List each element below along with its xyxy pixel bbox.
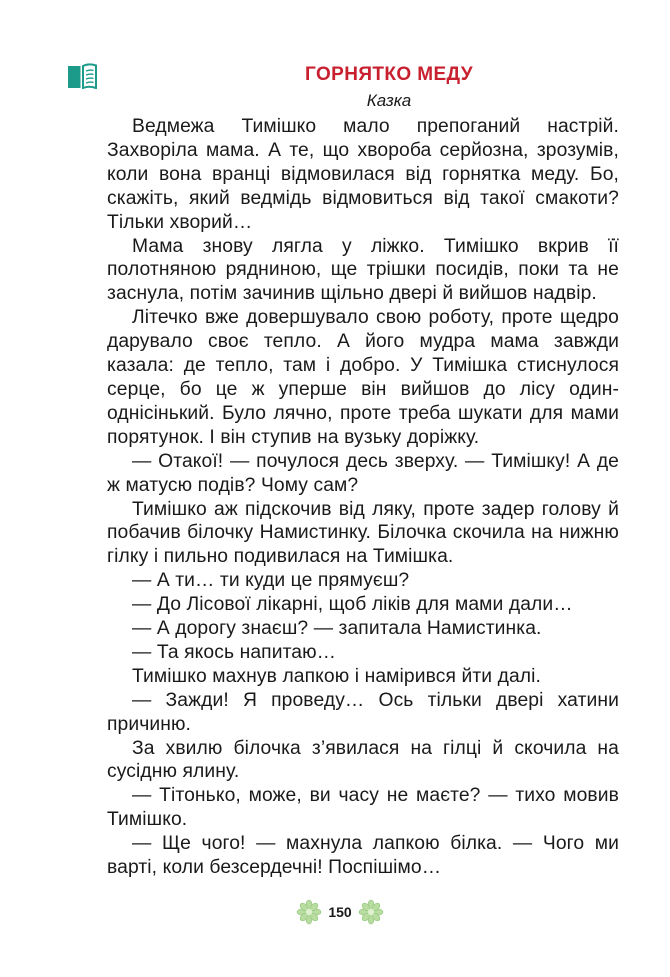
page-number: 150 [328, 904, 352, 920]
story-paragraph: — А ти… ти куди це прямуєш? [132, 570, 410, 592]
story-title: ГОРНЯТКО МЕДУ [305, 64, 473, 85]
story-paragraph: — До Лісової лікарні, щоб ліків для мами дали… [132, 594, 573, 616]
story-subtitle: Казка [366, 91, 412, 110]
story-paragraph: Тимішко махнув лапкою і намірився йти далі. [132, 665, 541, 687]
story-paragraph: — А дорогу знаєш? — запитала Намистинка. [132, 618, 542, 640]
story-paragraph: За хвилю білочка з’явилася на гілці й скочила на сусідню ялину. [107, 737, 619, 783]
story-paragraph: Ведмежа Тимішко мало препоганий настрій. Захворіла мама. А те, що хвороба серйозна, зрозумів, коли вона вранці відмовилася від горнятка меду. Бо, скажіть, який ведмідь відмовиться від такої смакоти? Тільки хворий… [107, 116, 619, 233]
story-paragraph: — Ще чого! — махнула лапкою білка. — Чого ми варті, коли безсердечні! Поспішімо… [107, 833, 619, 879]
page-footer [0, 899, 670, 925]
story-paragraph: — Зажди! Я проведу… Ось тільки двері хатини причиню. [107, 689, 619, 735]
story-paragraph: — Та якось напитаю… [132, 641, 337, 663]
story-paragraph: — Тітонько, може, ви часу не маєте? — тихо мовив Тимішко. [107, 785, 619, 831]
flower-icon [296, 899, 322, 925]
story-text [107, 115, 619, 880]
flower-icon [358, 899, 384, 925]
story-paragraph: Мама знову лягла у ліжко. Тимішко вкрив її полотняною рядниною, ще трішки посидів, поки та не заснула, потім зачинив щільно двері й вийшов надвір. [107, 235, 619, 305]
story-paragraph: Літечко вже довершувало свою роботу, проте щедро дарувало своє тепло. А його мудра мама завжди казала: де тепло, там і добро. У Тимішка стиснулося серце, бо це ж уперше він вийшов до лісу один-однісінький. Було лячно, проте треба шукати для мами порятунок. І він ступив на вузьку доріжку. [107, 307, 619, 448]
story-paragraph: Тимішко аж підскочив від ляку, проте задер голову й побачив білочку Намистинку. Білочка скочила на нижню гілку і пильно подивилася на Тимішка. [107, 498, 619, 568]
story-paragraph: — Отакої! — почулося десь зверху. — Тимішку! А де ж матусю подів? Чому сам? [107, 450, 619, 496]
